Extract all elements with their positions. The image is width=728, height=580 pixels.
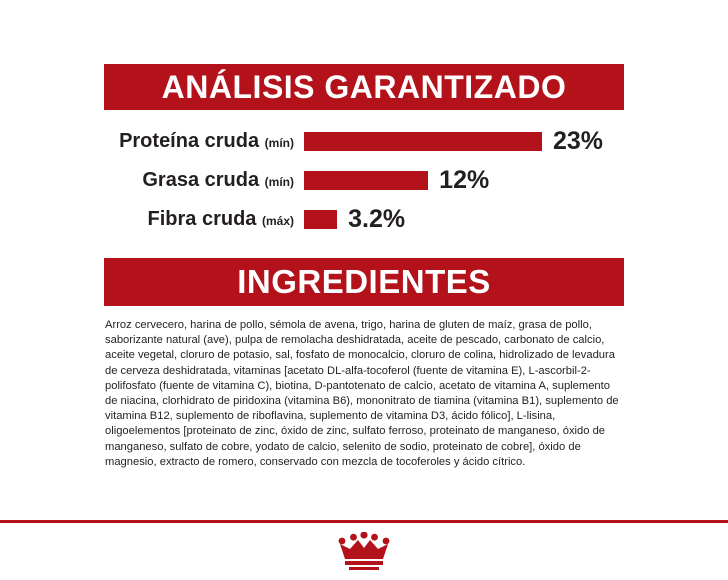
analysis-row xyxy=(104,202,624,236)
guaranteed-analysis-heading: ANÁLISIS GARANTIZADO xyxy=(104,64,624,110)
analysis-value: 23% xyxy=(553,126,604,155)
analysis-bar xyxy=(304,171,428,190)
analysis-row xyxy=(104,163,624,197)
footer-logo xyxy=(0,523,728,580)
analysis-row-label xyxy=(104,208,304,231)
analysis-row-label xyxy=(104,169,304,192)
analysis-nutrient-name: Grasa cruda xyxy=(142,168,260,191)
analysis-value: 3.2% xyxy=(348,204,406,233)
guaranteed-analysis-list xyxy=(104,124,624,241)
analysis-bar xyxy=(304,210,337,229)
analysis-nutrient-qualifier: (máx) xyxy=(261,213,294,228)
analysis-bar xyxy=(304,132,542,151)
royal-canin-crest-icon xyxy=(332,532,396,572)
analysis-nutrient-qualifier: (mín) xyxy=(264,135,294,150)
ingredients-text: Arroz cervecero, harina de pollo, sémola de avena, trigo, harina de gluten de maíz, grasa de pollo, saborizante natural (ave), pulpa de remolacha deshidratada, aceite de pescado, carbonato de calcio, aceite vegetal, cloruro de potasio, sal, fosfato de monocalcio, cloruro de colina, hidrolizado de levadura de cerveza deshidratada, vitaminas [acetato DL-alfa-tocoferol (fuente de vitamina E), L-ascorbil-2-polifosfato (fuente de vitamina C), biotina, D-pantotenato de calcio, acetato de vitamina A, suplemento de niacina, clorhidrato de piridoxina (vitamina B6), mononitrato de tiamina (vitamina B1), suplemento de vitamina B12, suplemento de riboflavina, suplemento de vitamina D3, ácido fólico], L-lisina, oligoelementos [proteinato de zinc, óxido de zinc, sulfato ferroso, proteinato de manganeso, óxido de manganeso, sulfato de cobre, yodato de calcio, selenito de sodio, proteinato de cobre], óxido de magnesio, extracto de romero, conservado con mezcla de tocoferoles y ácido cítrico. xyxy=(105,319,619,468)
analysis-nutrient-name: Fibra cruda xyxy=(147,207,257,230)
ingredients-heading: INGREDIENTES xyxy=(104,258,624,306)
analysis-row xyxy=(104,124,624,158)
analysis-row-label xyxy=(104,130,304,153)
analysis-nutrient-qualifier: (mín) xyxy=(264,174,294,189)
analysis-value: 12% xyxy=(439,165,490,194)
analysis-nutrient-name: Proteína cruda xyxy=(119,129,260,152)
